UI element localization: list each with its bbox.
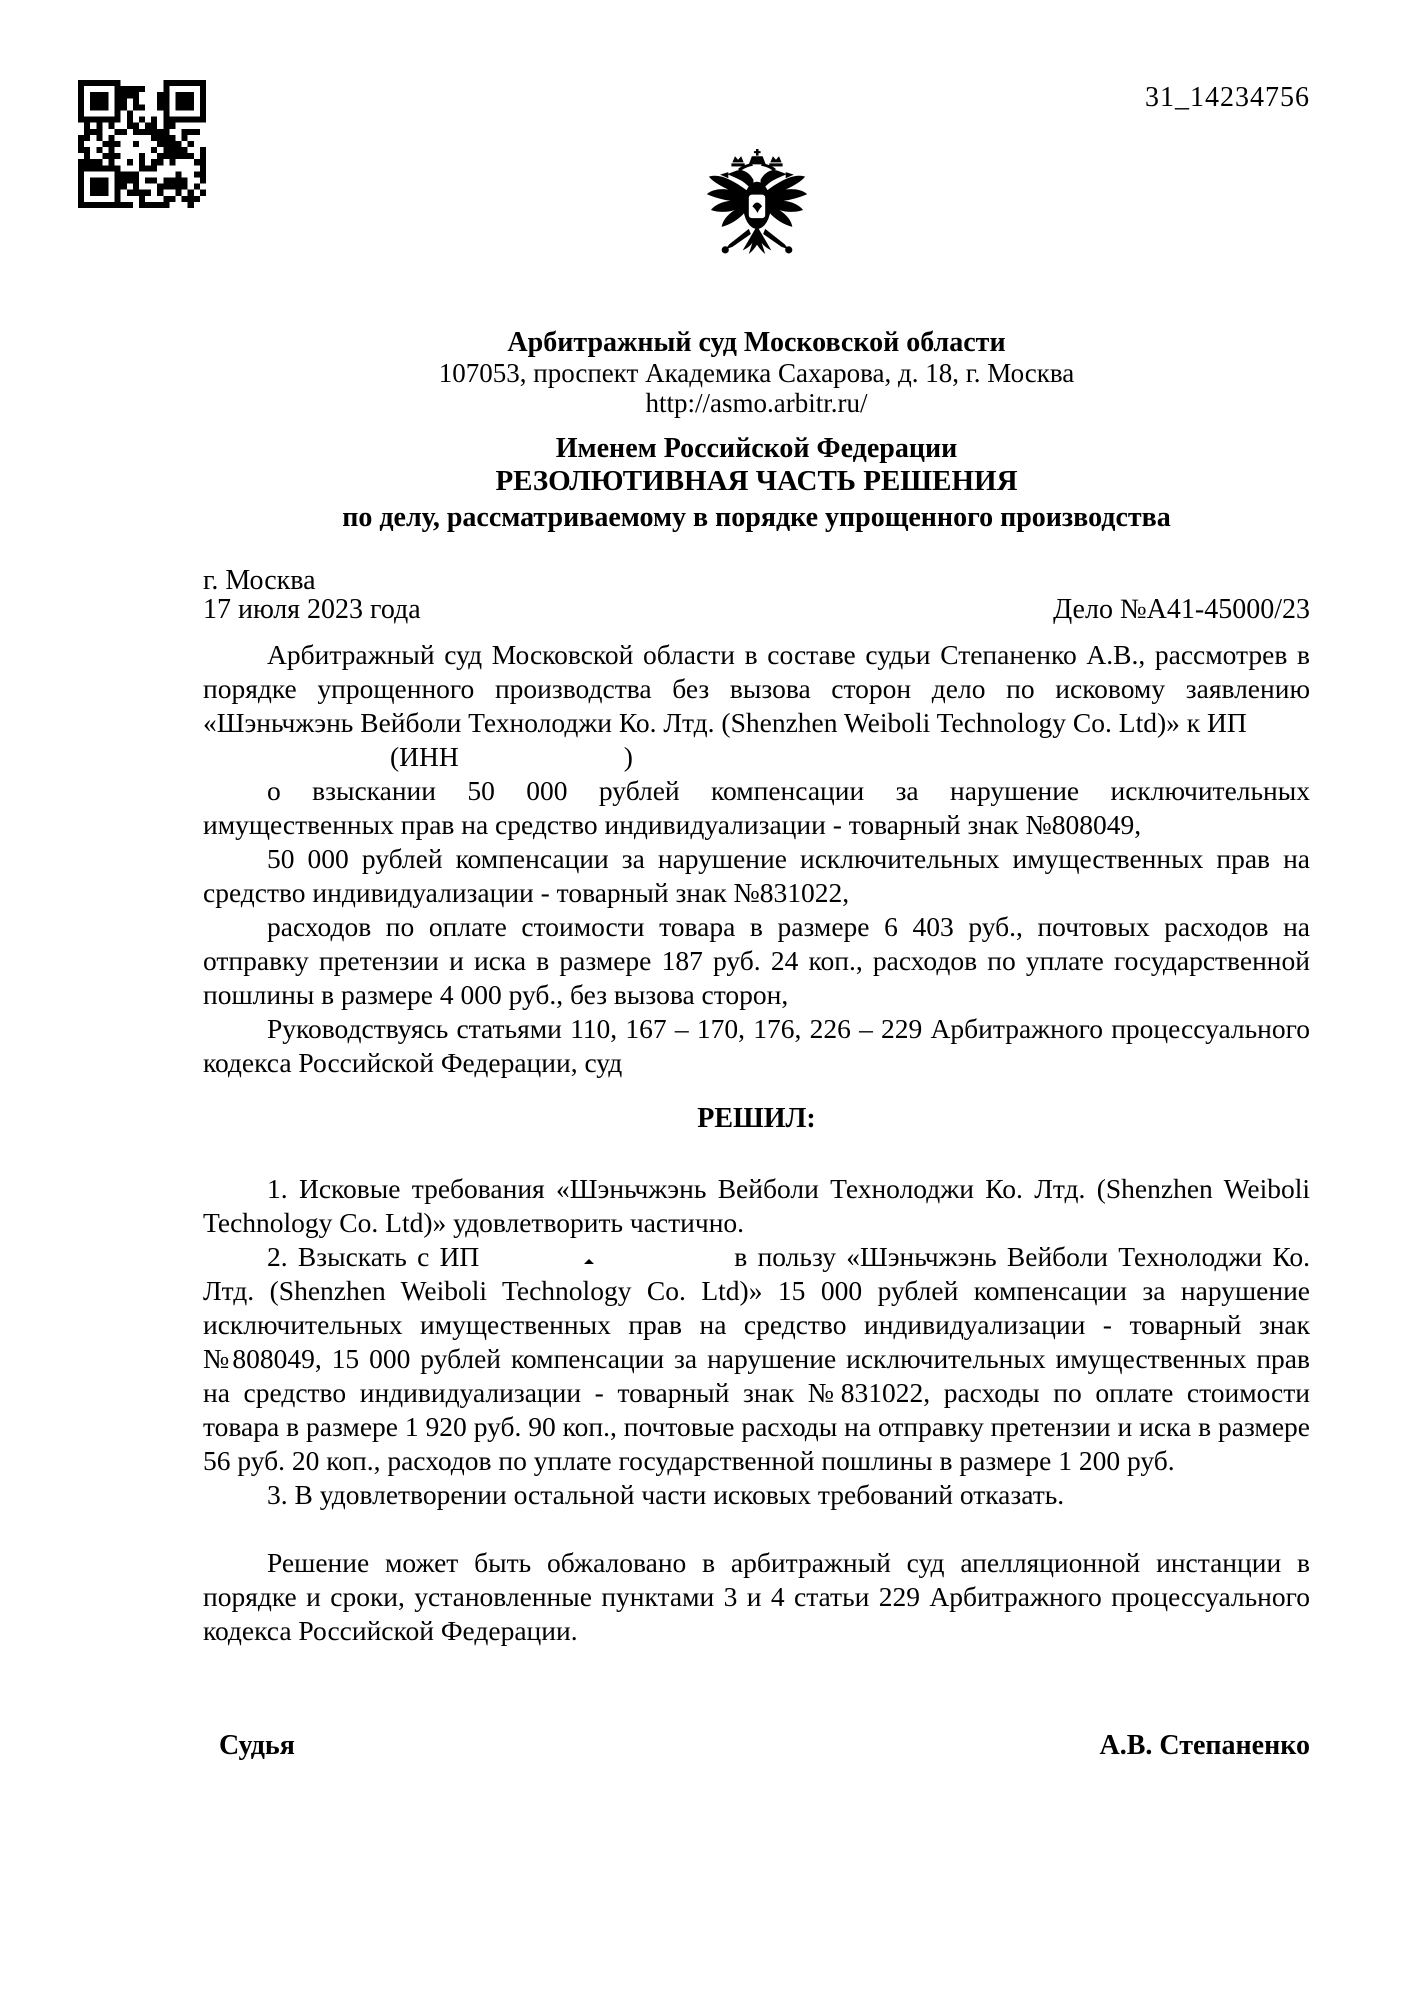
document-number: 31_14234756 [1145, 82, 1310, 113]
title-resolution-line: РЕЗОЛЮТИВНАЯ ЧАСТЬ РЕШЕНИЯ [495, 465, 1018, 497]
coat-of-arms-icon [695, 148, 819, 276]
court-name: Арбитражный суд Московской области [507, 327, 1006, 358]
redaction-artifact-icon [584, 1258, 594, 1264]
ruling-item-2-suffix: в пользу «Шэньчжэнь Вейболи Технолоджи Ко. Лтд. (Shenzhen Weiboli Technology Co. Ltd)» 15 000 рублей компенсации за нарушение исключительных имущественных прав на средство индивидуализации - товарный знак №808049, 15 000 рублей компенсации за нарушение исключительных имущественных прав на средство индивидуализации - товарный знак №831022, расходы по оплате стоимости товара в размере 1 920 руб. 90 коп., почтовые расходы на отправку претензии и иска в размере 56 руб. 20 коп., расходов по уплате государственной пошлины в размере 1 200 руб. [203, 1241, 1310, 1476]
title-federation-line: Именем Российской Федерации [555, 433, 958, 464]
ruling-item-2 [203, 1240, 1310, 1478]
ruling-item-1: 1. Исковые требования «Шэньчжэнь Вейболи Технолоджи Ко. Лтд. (Shenzhen Weiboli Technology Co. Ltd)» удовлетворить частично. [203, 1173, 1310, 1238]
case-info [203, 566, 1310, 624]
paragraph-costs: расходов по оплате стоимости товара в размере 6 403 руб., почтовых расходов на отправку претензии и иска в размере 187 руб. 24 коп., расходов по уплате государственной пошлины в размере 4 000 руб., без вызова сторон, [203, 911, 1310, 1010]
ruling-item-3: 3. В удовлетворении остальной части исковых требований отказать. [267, 1479, 1065, 1510]
document-title [203, 433, 1310, 534]
signature-row [203, 1730, 1310, 1762]
judge-label: Судья [219, 1730, 295, 1761]
paragraph-intro: Арбитражный суд Московской области в составе судьи Степаненко А.В., рассмотрев в порядке упрощенного производства без вызова сторон дело по исковому заявлению «Шэньчжэнь Вейболи Технолоджи Ко. Лтд. (Shenzhen Weiboli Technology Co. Ltd)» к ИП [203, 639, 1310, 738]
appeal-paragraph: Решение может быть обжаловано в арбитражный суд апелляционной инстанции в порядке и сроки, установленные пунктами 3 и 4 статьи 229 Арбитражного процессуального кодекса Российской Федерации. [203, 1547, 1310, 1646]
title-procedure-line: по делу, рассматриваемому в порядке упрощенного производства [342, 502, 1171, 533]
paragraph-claim-2: 50 000 рублей компенсации за нарушение исключительных имущественных прав на средство индивидуализации - товарный знак №831022, [203, 843, 1310, 908]
case-number: Дело №А41-45000/23 [1053, 594, 1310, 625]
document-content [203, 0, 1310, 1762]
inn-open: (ИНН [390, 741, 459, 772]
case-city: г. Москва [203, 565, 316, 596]
paragraph-articles: Руководствуясь статьями 110, 167 – 170, 176, 226 – 229 Арбитражного процессуального кодекса Российской Федерации, суд [203, 1013, 1310, 1078]
ruling-heading: РЕШИЛ: [697, 1103, 816, 1134]
qr-code-icon [78, 80, 206, 206]
court-address: 107053, проспект Академика Сахарова, д. 18, г. Москва [438, 358, 1075, 388]
inn-close: ) [623, 741, 633, 772]
court-website: http://asmo.arbitr.ru/ [645, 388, 868, 418]
inn-line [203, 740, 1310, 774]
ruling-item-2-prefix: 2. Взыскать с ИП [267, 1241, 480, 1272]
paragraph-claim-1: о взыскании 50 000 рублей компенсации за нарушение исключительных имущественных прав на средство индивидуализации - товарный знак №808049, [203, 775, 1310, 840]
decision-body [203, 638, 1310, 1762]
judge-name: А.В. Степаненко [1099, 1730, 1310, 1761]
case-date: 17 июля 2023 года [203, 594, 421, 625]
